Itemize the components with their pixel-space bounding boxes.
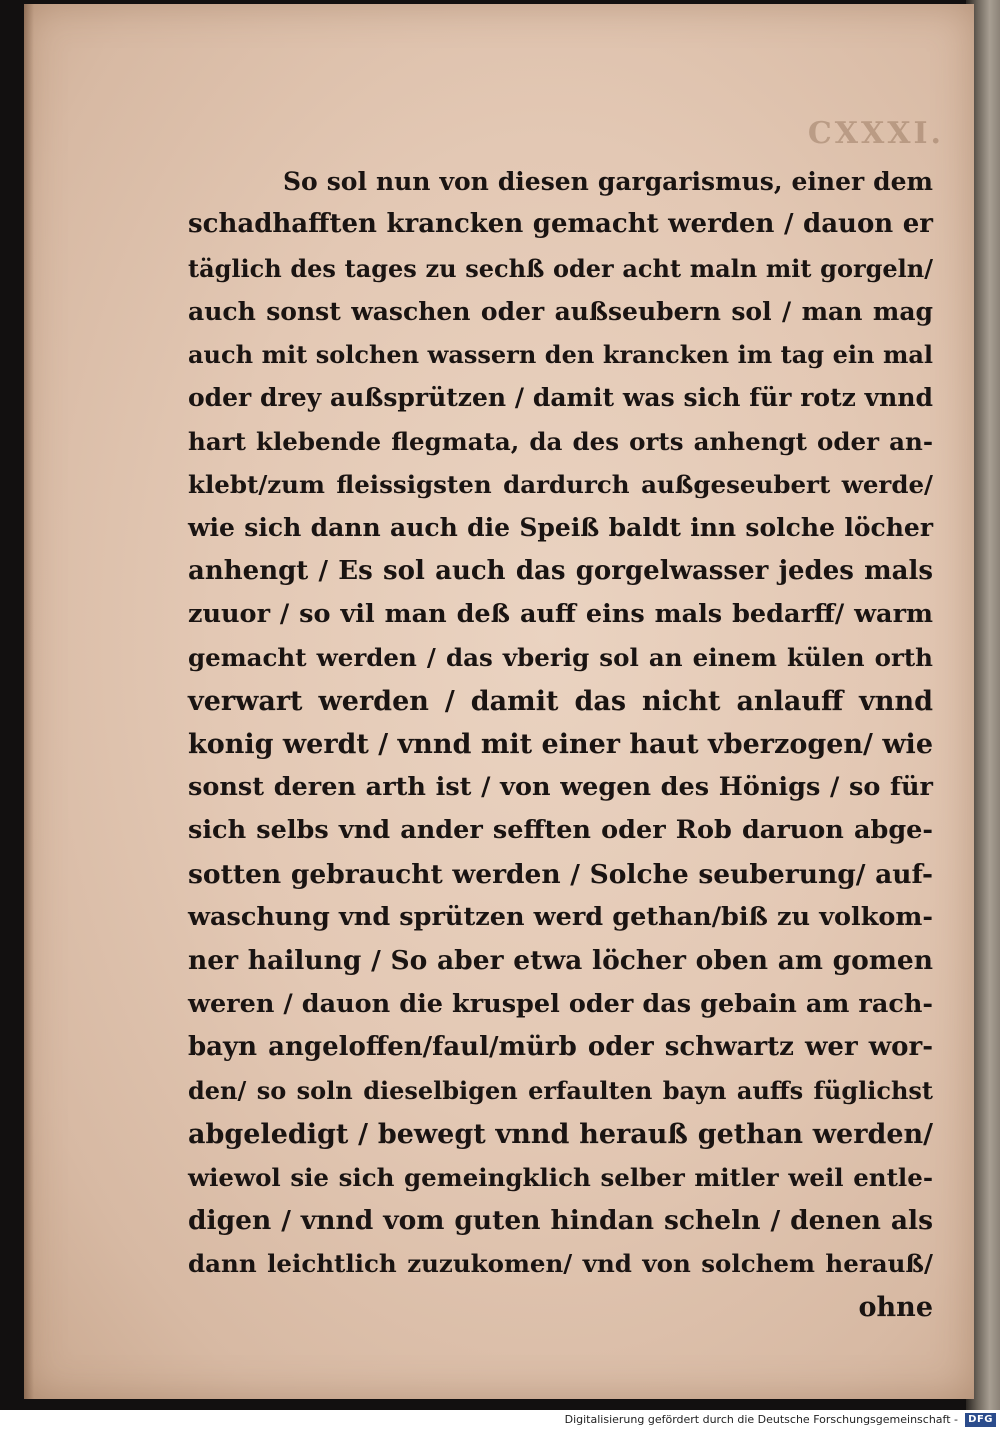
text-line: waschung vnd sprützen werd gethan/biß zu volkom- [188, 902, 933, 933]
text-line: So sol nun von diesen gargarismus, einer dem [283, 167, 933, 196]
text-line: täglich des tages zu sechß oder acht maln mit gorgeln/ [188, 253, 933, 283]
text-line: sich selbs vnd ander sefften oder Rob daruon abge- [188, 815, 933, 846]
text-line: abgeledigt / bewegt vnnd herauß gethan werden/ [188, 1118, 933, 1150]
text-line: oder drey außsprützen / damit was sich für rotz vnnd [188, 383, 933, 413]
text-line: klebt/zum fleissigsten dardurch außgeseubert werde/ [188, 470, 933, 500]
text-line: gemacht werden / das vberig sol an einem külen orth [188, 643, 933, 673]
dfg-logo: DFG [965, 1413, 996, 1427]
text-line: hart klebende flegmata, da des orts anhengt oder an- [188, 426, 933, 456]
footer-bar [0, 1410, 1000, 1430]
text-line: den/ so soln dieselbigen erfaulten bayn auffs füglichst [188, 1076, 933, 1106]
text-line: bayn angeloffen/faul/mürb oder schwartz wer wor- [188, 1031, 933, 1062]
text-line: weren / dauon die kruspel oder das gebain am rach- [188, 988, 933, 1019]
text-line: anhengt / Es sol auch das gorgelwasser jedes mals [188, 555, 933, 586]
text-line: sotten gebraucht werden / Solche seuberung/ auf- [188, 858, 933, 890]
text-line: sonst deren arth ist / von wegen des Hönigs / so für [188, 772, 933, 803]
text-line: wie sich dann auch die Speiß baldt inn solche löcher [188, 513, 933, 543]
text-line: konig werdt / vnnd mit einer haut vberzogen/ wie [188, 728, 933, 760]
text-line: auch sonst waschen oder außseubern sol / man mag [188, 296, 933, 326]
text-line: wiewol sie sich gemeingklich selber mitler weil entle- [188, 1162, 933, 1192]
catchword: ohne [858, 1291, 933, 1323]
text-line: digen / vnnd vom guten hindan scheln / denen als [188, 1205, 933, 1237]
page-gutter-shadow [24, 4, 34, 1399]
text-line: zuuor / so vil man deß auff eins mals bedarff/ warm [188, 598, 933, 629]
page-text-block [188, 160, 933, 1329]
text-line: verwart werden / damit das nicht anlauff vnnd [188, 685, 933, 717]
text-line: dann leichtlich zuzukomen/ vnd von solchem herauß/ [188, 1249, 933, 1279]
text-line: schadhafften krancken gemacht werden / dauon er [188, 209, 933, 240]
folio-number: CXXXI. [807, 116, 944, 151]
text-line: auch mit solchen wassern den krancken im tag ein mal [188, 340, 933, 370]
text-line: ner hailung / So aber etwa löcher oben am gomen [188, 945, 933, 977]
funding-credit: Digitalisierung gefördert durch die Deutsche Forschungsgemeinschaft - [564, 1413, 958, 1426]
